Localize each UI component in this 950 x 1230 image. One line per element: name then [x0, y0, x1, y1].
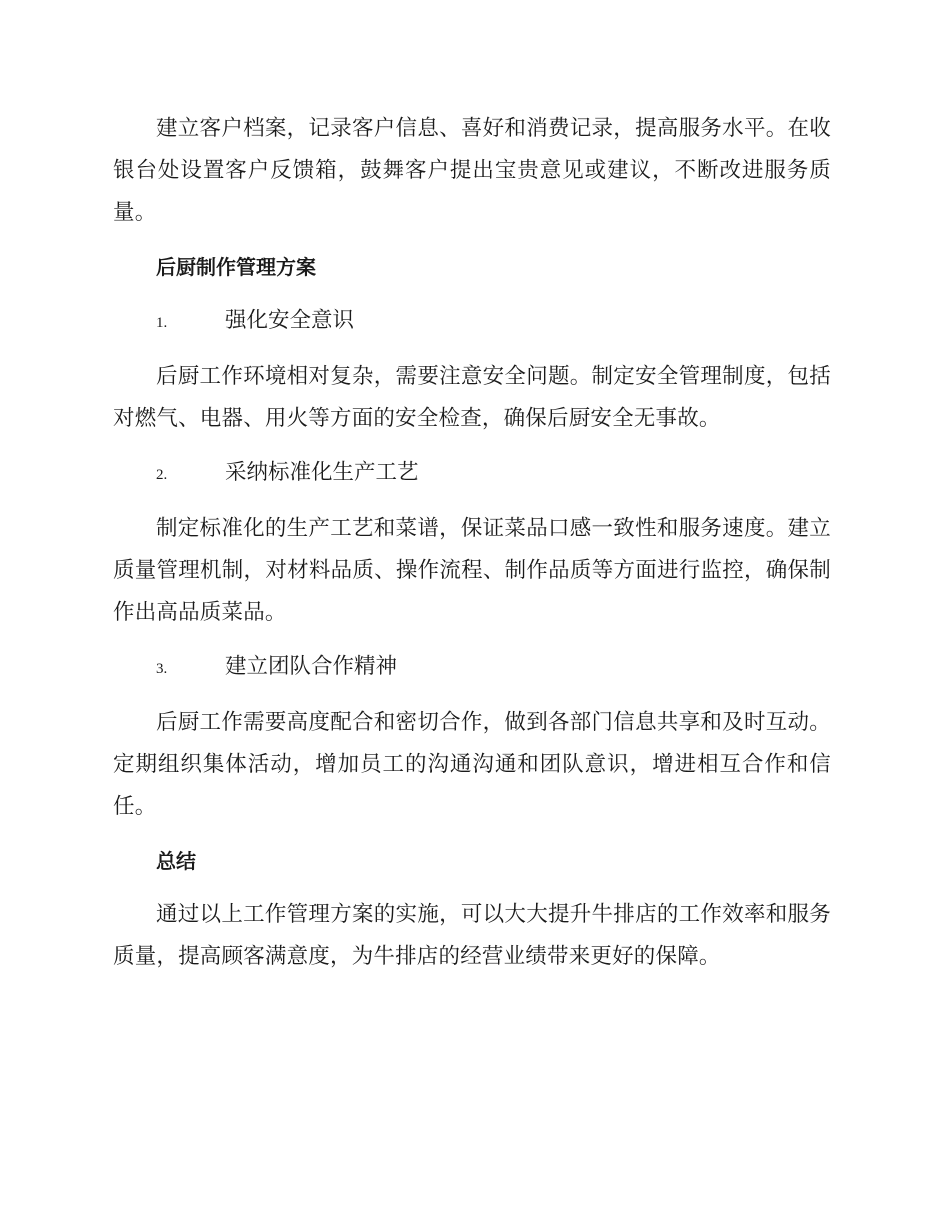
list-number: 2. — [156, 467, 168, 483]
list-item-2 — [113, 452, 831, 496]
list-item-body: 制定标准化的生产工艺和菜谱，保证菜品口感一致性和服务速度。建立质量管理机制，对材料品质、操作流程、制作品质等方面进行监控，确保制作出高品质菜品。 — [113, 516, 831, 625]
document-content — [113, 108, 831, 978]
list-item-title: 建立团队合作精神 — [225, 654, 398, 679]
intro-paragraph: 建立客户档案，记录客户信息、喜好和消费记录，提高服务水平。在收银台处设置客户反馈箱，鼓舞客户提出宝贵意见或建议，不断改进服务质量。 — [113, 116, 831, 225]
section-heading-kitchen: 后厨制作管理方案 — [156, 255, 316, 279]
list-item-title: 强化安全意识 — [225, 308, 355, 333]
list-number: 3. — [156, 661, 168, 677]
list-item-3 — [113, 646, 831, 690]
list-number: 1. — [156, 315, 168, 331]
list-item-body: 后厨工作需要高度配合和密切合作，做到各部门信息共享和及时互动。定期组织集体活动，增加员工的沟通沟通和团队意识，增进相互合作和信任。 — [113, 710, 831, 819]
summary-paragraph: 通过以上工作管理方案的实施，可以大大提升牛排店的工作效率和服务质量，提高顾客满意度，为牛排店的经营业绩带来更好的保障。 — [113, 902, 831, 969]
list-item-1 — [113, 300, 831, 344]
list-item-body: 后厨工作环境相对复杂，需要注意安全问题。制定安全管理制度，包括对燃气、电器、用火等方面的安全检查，确保后厨安全无事故。 — [113, 364, 831, 431]
list-item-title: 采纳标准化生产工艺 — [225, 460, 419, 485]
section-heading-summary: 总结 — [156, 849, 196, 873]
